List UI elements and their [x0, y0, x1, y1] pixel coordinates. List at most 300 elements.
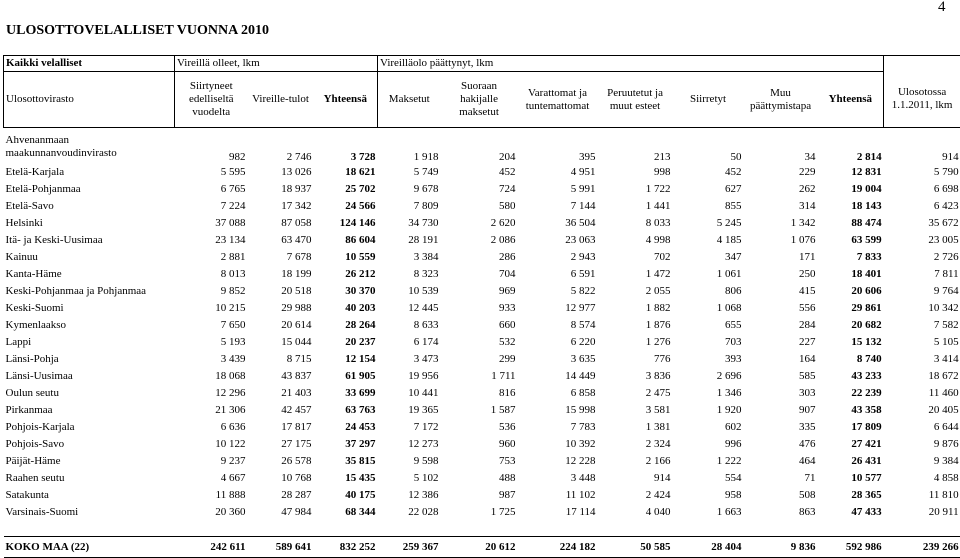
cell-value: 23 134	[175, 232, 248, 249]
office-name: KOKO MAA (22)	[4, 537, 175, 558]
col-paid: Maksetut	[378, 72, 441, 128]
cell-value: 7 582	[884, 317, 960, 334]
cell-value: 11 888	[175, 487, 248, 504]
cell-value: 15 998	[518, 402, 598, 419]
cell-value: 171	[744, 249, 818, 266]
cell-value: 18 143	[818, 198, 884, 215]
group-header-row	[4, 56, 960, 72]
cell-value: 452	[441, 164, 518, 181]
table-row	[4, 215, 960, 232]
cell-value: 580	[441, 198, 518, 215]
cell-value: 9 384	[884, 453, 960, 470]
office-name: Keski-Suomi	[4, 300, 175, 317]
cell-value: 37 297	[314, 436, 378, 453]
cell-value: 1 441	[598, 198, 673, 215]
cell-value: 806	[673, 283, 744, 300]
cell-value: 863	[744, 504, 818, 521]
cell-value: 23 063	[518, 232, 598, 249]
cell-value: 227	[744, 334, 818, 351]
cell-value: 4 185	[673, 232, 744, 249]
cell-value: 28 264	[314, 317, 378, 334]
cell-value: 87 058	[248, 215, 314, 232]
cell-value: 855	[673, 198, 744, 215]
cell-value: 8 740	[818, 351, 884, 368]
cell-value: 86 604	[314, 232, 378, 249]
cell-value: 958	[673, 487, 744, 504]
cell-value: 21 306	[175, 402, 248, 419]
cell-value: 2 166	[598, 453, 673, 470]
office-name: Itä- ja Keski-Uusimaa	[4, 232, 175, 249]
cell-value: 2 324	[598, 436, 673, 453]
cell-value: 982	[175, 130, 248, 164]
cell-value: 5 790	[884, 164, 960, 181]
cell-value: 61 905	[314, 368, 378, 385]
cell-value: 29 988	[248, 300, 314, 317]
cell-value: 17 809	[818, 419, 884, 436]
cell-value: 40 203	[314, 300, 378, 317]
office-name: Etelä-Savo	[4, 198, 175, 215]
table-row	[4, 487, 960, 504]
cell-value: 20 518	[248, 283, 314, 300]
col-transferred-prev: Siirtyneet edelliseltä vuodelta	[175, 72, 248, 128]
cell-value: 9 764	[884, 283, 960, 300]
cell-value: 20 612	[441, 537, 518, 558]
cell-value: 7 224	[175, 198, 248, 215]
cell-value: 299	[441, 351, 518, 368]
office-name: Etelä-Pohjanmaa	[4, 181, 175, 198]
col-new-cases: Vireille-tulot	[248, 72, 314, 128]
col-insolvent: Varattomat ja tuntemattomat	[518, 72, 598, 128]
cell-value: 9 237	[175, 453, 248, 470]
cell-value: 960	[441, 436, 518, 453]
cell-value: 1 472	[598, 266, 673, 283]
table-row	[4, 453, 960, 470]
cell-value: 20 360	[175, 504, 248, 521]
cell-value: 18 937	[248, 181, 314, 198]
cell-value: 50 585	[598, 537, 673, 558]
cell-value: 26 431	[818, 453, 884, 470]
cell-value: 1 342	[744, 215, 818, 232]
cell-value: 6 220	[518, 334, 598, 351]
cell-value: 22 239	[818, 385, 884, 402]
cell-value: 3 384	[378, 249, 441, 266]
cell-value: 703	[673, 334, 744, 351]
cell-value: 43 233	[818, 368, 884, 385]
cell-value: 13 026	[248, 164, 314, 181]
cell-value: 239 266	[884, 537, 960, 558]
cell-value: 12 831	[818, 164, 884, 181]
cell-value: 7 678	[248, 249, 314, 266]
office-name: Kanta-Häme	[4, 266, 175, 283]
cell-value: 464	[744, 453, 818, 470]
cell-value: 6 698	[884, 181, 960, 198]
cell-value: 71	[744, 470, 818, 487]
cell-value: 18 401	[818, 266, 884, 283]
cell-value: 12 445	[378, 300, 441, 317]
cell-value: 12 154	[314, 351, 378, 368]
cell-value: 28 191	[378, 232, 441, 249]
cell-value: 15 044	[248, 334, 314, 351]
cell-value: 19 365	[378, 402, 441, 419]
cell-value: 7 783	[518, 419, 598, 436]
table-row	[4, 198, 960, 215]
cell-value: 7 172	[378, 419, 441, 436]
cell-value: 9 876	[884, 436, 960, 453]
cell-value: 7 811	[884, 266, 960, 283]
office-name: Keski-Pohjanmaa ja Pohjanmaa	[4, 283, 175, 300]
cell-value: 47 984	[248, 504, 314, 521]
cell-value: 987	[441, 487, 518, 504]
cell-value: 3 473	[378, 351, 441, 368]
cell-value: 8 013	[175, 266, 248, 283]
cell-value: 20 911	[884, 504, 960, 521]
cell-value: 393	[673, 351, 744, 368]
cell-value: 17 114	[518, 504, 598, 521]
cell-value: 4 998	[598, 232, 673, 249]
cell-value: 2 620	[441, 215, 518, 232]
office-name: Helsinki	[4, 215, 175, 232]
cell-value: 8 715	[248, 351, 314, 368]
cell-value: 40 175	[314, 487, 378, 504]
cell-value: 18 068	[175, 368, 248, 385]
table-row	[4, 334, 960, 351]
table-row	[4, 300, 960, 317]
cell-value: 816	[441, 385, 518, 402]
cell-value: 1 711	[441, 368, 518, 385]
cell-value: 556	[744, 300, 818, 317]
cell-value: 1 276	[598, 334, 673, 351]
cell-value: 303	[744, 385, 818, 402]
cell-value: 1 061	[673, 266, 744, 283]
cell-value: 22 028	[378, 504, 441, 521]
cell-value: 6 174	[378, 334, 441, 351]
cell-value: 7 833	[818, 249, 884, 266]
cell-value: 14 449	[518, 368, 598, 385]
cell-value: 1 882	[598, 300, 673, 317]
cell-value: 395	[518, 130, 598, 164]
cell-value: 753	[441, 453, 518, 470]
cell-value: 12 228	[518, 453, 598, 470]
cell-value: 7 650	[175, 317, 248, 334]
cell-value: 5 822	[518, 283, 598, 300]
cell-value: 5 749	[378, 164, 441, 181]
office-name: Pirkanmaa	[4, 402, 175, 419]
cell-value: 34 730	[378, 215, 441, 232]
cell-value: 452	[673, 164, 744, 181]
office-name: Varsinais-Suomi	[4, 504, 175, 521]
cell-value: 3 836	[598, 368, 673, 385]
cell-value: 224 182	[518, 537, 598, 558]
table-row	[4, 283, 960, 300]
cell-value: 28 404	[673, 537, 744, 558]
cell-value: 6 591	[518, 266, 598, 283]
table-row	[4, 436, 960, 453]
group-pending: Vireillä olleet, lkm	[175, 56, 378, 72]
cell-value: 8 633	[378, 317, 441, 334]
table-row	[4, 266, 960, 283]
col-remaining: Ulosotossa 1.1.2011, lkm	[884, 72, 960, 128]
cell-value: 10 122	[175, 436, 248, 453]
cell-value: 10 215	[175, 300, 248, 317]
column-header-row	[4, 72, 960, 128]
cell-value: 3 581	[598, 402, 673, 419]
office-name: Länsi-Pohja	[4, 351, 175, 368]
cell-value: 2 726	[884, 249, 960, 266]
cell-value: 3 728	[314, 130, 378, 164]
cell-value: 20 606	[818, 283, 884, 300]
cell-value: 9 678	[378, 181, 441, 198]
cell-value: 9 852	[175, 283, 248, 300]
cell-value: 532	[441, 334, 518, 351]
cell-value: 24 566	[314, 198, 378, 215]
cell-value: 969	[441, 283, 518, 300]
cell-value: 25 702	[314, 181, 378, 198]
cell-value: 592 986	[818, 537, 884, 558]
cell-value: 4 040	[598, 504, 673, 521]
cell-value: 335	[744, 419, 818, 436]
cell-value: 124 146	[314, 215, 378, 232]
cell-value: 213	[598, 130, 673, 164]
cell-value: 11 460	[884, 385, 960, 402]
cell-value: 3 439	[175, 351, 248, 368]
cell-value: 2 424	[598, 487, 673, 504]
cell-value: 415	[744, 283, 818, 300]
cell-value: 9 836	[744, 537, 818, 558]
office-name: Satakunta	[4, 487, 175, 504]
cell-value: 36 504	[518, 215, 598, 232]
cell-value: 286	[441, 249, 518, 266]
cell-value: 660	[441, 317, 518, 334]
cell-value: 26 578	[248, 453, 314, 470]
total-row	[4, 537, 960, 558]
cell-value: 47 433	[818, 504, 884, 521]
cell-value: 18 672	[884, 368, 960, 385]
office-name: Kainuu	[4, 249, 175, 266]
office-name: Etelä-Karjala	[4, 164, 175, 181]
table-row	[4, 402, 960, 419]
cell-value: 2 814	[818, 130, 884, 164]
cell-value: 28 287	[248, 487, 314, 504]
cell-value: 37 088	[175, 215, 248, 232]
table-row	[4, 164, 960, 181]
office-name: Päijät-Häme	[4, 453, 175, 470]
cell-value: 7 809	[378, 198, 441, 215]
cell-value: 50	[673, 130, 744, 164]
col-other-end: Muu päättymistapa	[744, 72, 818, 128]
cell-value: 704	[441, 266, 518, 283]
cell-value: 19 004	[818, 181, 884, 198]
cell-value: 63 763	[314, 402, 378, 419]
cell-value: 5 105	[884, 334, 960, 351]
cell-value: 12 296	[175, 385, 248, 402]
cell-value: 508	[744, 487, 818, 504]
cell-value: 7 144	[518, 198, 598, 215]
cell-value: 627	[673, 181, 744, 198]
office-name: Ahvenanmaan maakunnanvoudinvirasto	[4, 130, 175, 164]
cell-value: 347	[673, 249, 744, 266]
cell-value: 6 765	[175, 181, 248, 198]
cell-value: 1 920	[673, 402, 744, 419]
cell-value: 68 344	[314, 504, 378, 521]
cell-value: 8 323	[378, 266, 441, 283]
cell-value: 8 574	[518, 317, 598, 334]
cell-value: 17 342	[248, 198, 314, 215]
group-all-debtors: Kaikki velalliset	[4, 56, 175, 72]
cell-value: 26 212	[314, 266, 378, 283]
cell-value: 1 587	[441, 402, 518, 419]
cell-value: 1 346	[673, 385, 744, 402]
office-name: Kymenlaakso	[4, 317, 175, 334]
debtors-table	[3, 55, 960, 558]
cell-value: 284	[744, 317, 818, 334]
cell-value: 259 367	[378, 537, 441, 558]
cell-value: 28 365	[818, 487, 884, 504]
cell-value: 655	[673, 317, 744, 334]
cell-value: 33 699	[314, 385, 378, 402]
cell-value: 1 876	[598, 317, 673, 334]
cell-value: 27 421	[818, 436, 884, 453]
cell-value: 589 641	[248, 537, 314, 558]
cell-value: 35 672	[884, 215, 960, 232]
cell-value: 27 175	[248, 436, 314, 453]
cell-value: 18 621	[314, 164, 378, 181]
cell-value: 42 457	[248, 402, 314, 419]
office-name: Lappi	[4, 334, 175, 351]
cell-value: 914	[884, 130, 960, 164]
cell-value: 602	[673, 419, 744, 436]
cell-value: 20 405	[884, 402, 960, 419]
cell-value: 35 815	[314, 453, 378, 470]
cell-value: 1 076	[744, 232, 818, 249]
cell-value: 1 918	[378, 130, 441, 164]
cell-value: 8 033	[598, 215, 673, 232]
office-name: Oulun seutu	[4, 385, 175, 402]
cell-value: 914	[598, 470, 673, 487]
cell-value: 12 386	[378, 487, 441, 504]
cell-value: 43 837	[248, 368, 314, 385]
cell-value: 10 577	[818, 470, 884, 487]
cell-value: 23 005	[884, 232, 960, 249]
office-name: Länsi-Uusimaa	[4, 368, 175, 385]
cell-value: 998	[598, 164, 673, 181]
table-row	[4, 419, 960, 436]
table-row	[4, 232, 960, 249]
cell-value: 18 199	[248, 266, 314, 283]
cell-value: 3 414	[884, 351, 960, 368]
table-row	[4, 181, 960, 198]
cell-value: 20 682	[818, 317, 884, 334]
cell-value: 933	[441, 300, 518, 317]
cell-value: 536	[441, 419, 518, 436]
cell-value: 5 991	[518, 181, 598, 198]
cell-value: 5 102	[378, 470, 441, 487]
col-withdrawn: Peruutetut ja muut esteet	[598, 72, 673, 128]
group-ended: Vireilläolo päättynyt, lkm	[378, 56, 884, 72]
cell-value: 34	[744, 130, 818, 164]
cell-value: 6 858	[518, 385, 598, 402]
table-row	[4, 351, 960, 368]
table-row	[4, 368, 960, 385]
col-pending-total: Yhteensä	[314, 72, 378, 128]
cell-value: 2 943	[518, 249, 598, 266]
cell-value: 11 102	[518, 487, 598, 504]
office-name: Raahen seutu	[4, 470, 175, 487]
cell-value: 3 448	[518, 470, 598, 487]
cell-value: 1 663	[673, 504, 744, 521]
cell-value: 2 696	[673, 368, 744, 385]
cell-value: 3 635	[518, 351, 598, 368]
cell-value: 4 667	[175, 470, 248, 487]
cell-value: 15 435	[314, 470, 378, 487]
cell-value: 554	[673, 470, 744, 487]
col-paid-direct: Suoraan hakijalle maksetut	[441, 72, 518, 128]
cell-value: 2 881	[175, 249, 248, 266]
cell-value: 1 722	[598, 181, 673, 198]
cell-value: 20 614	[248, 317, 314, 334]
cell-value: 10 768	[248, 470, 314, 487]
cell-value: 11 810	[884, 487, 960, 504]
cell-value: 12 273	[378, 436, 441, 453]
cell-value: 476	[744, 436, 818, 453]
cell-value: 1 381	[598, 419, 673, 436]
col-office: Ulosottovirasto	[4, 72, 175, 128]
cell-value: 2 055	[598, 283, 673, 300]
table-row	[4, 249, 960, 266]
cell-value: 832 252	[314, 537, 378, 558]
cell-value: 204	[441, 130, 518, 164]
cell-value: 262	[744, 181, 818, 198]
page-number: 4	[938, 0, 946, 16]
cell-value: 6 423	[884, 198, 960, 215]
cell-value: 5 595	[175, 164, 248, 181]
cell-value: 10 539	[378, 283, 441, 300]
cell-value: 4 858	[884, 470, 960, 487]
cell-value: 63 470	[248, 232, 314, 249]
cell-value: 702	[598, 249, 673, 266]
cell-value: 488	[441, 470, 518, 487]
cell-value: 20 237	[314, 334, 378, 351]
page-title: ULOSOTTOVELALLISET VUONNA 2010	[6, 23, 269, 39]
cell-value: 2 475	[598, 385, 673, 402]
cell-value: 164	[744, 351, 818, 368]
cell-value: 6 644	[884, 419, 960, 436]
cell-value: 585	[744, 368, 818, 385]
table-row	[4, 130, 960, 164]
col-transferred: Siirretyt	[673, 72, 744, 128]
cell-value: 242 611	[175, 537, 248, 558]
cell-value: 1 222	[673, 453, 744, 470]
cell-value: 4 951	[518, 164, 598, 181]
cell-value: 1 068	[673, 300, 744, 317]
cell-value: 9 598	[378, 453, 441, 470]
cell-value: 21 403	[248, 385, 314, 402]
cell-value: 10 441	[378, 385, 441, 402]
cell-value: 30 370	[314, 283, 378, 300]
table-row	[4, 317, 960, 334]
office-name: Pohjois-Savo	[4, 436, 175, 453]
cell-value: 15 132	[818, 334, 884, 351]
cell-value: 996	[673, 436, 744, 453]
cell-value: 907	[744, 402, 818, 419]
cell-value: 2 086	[441, 232, 518, 249]
cell-value: 2 746	[248, 130, 314, 164]
cell-value: 17 817	[248, 419, 314, 436]
cell-value: 1 725	[441, 504, 518, 521]
cell-value: 63 599	[818, 232, 884, 249]
cell-value: 5 193	[175, 334, 248, 351]
cell-value: 229	[744, 164, 818, 181]
cell-value: 10 392	[518, 436, 598, 453]
